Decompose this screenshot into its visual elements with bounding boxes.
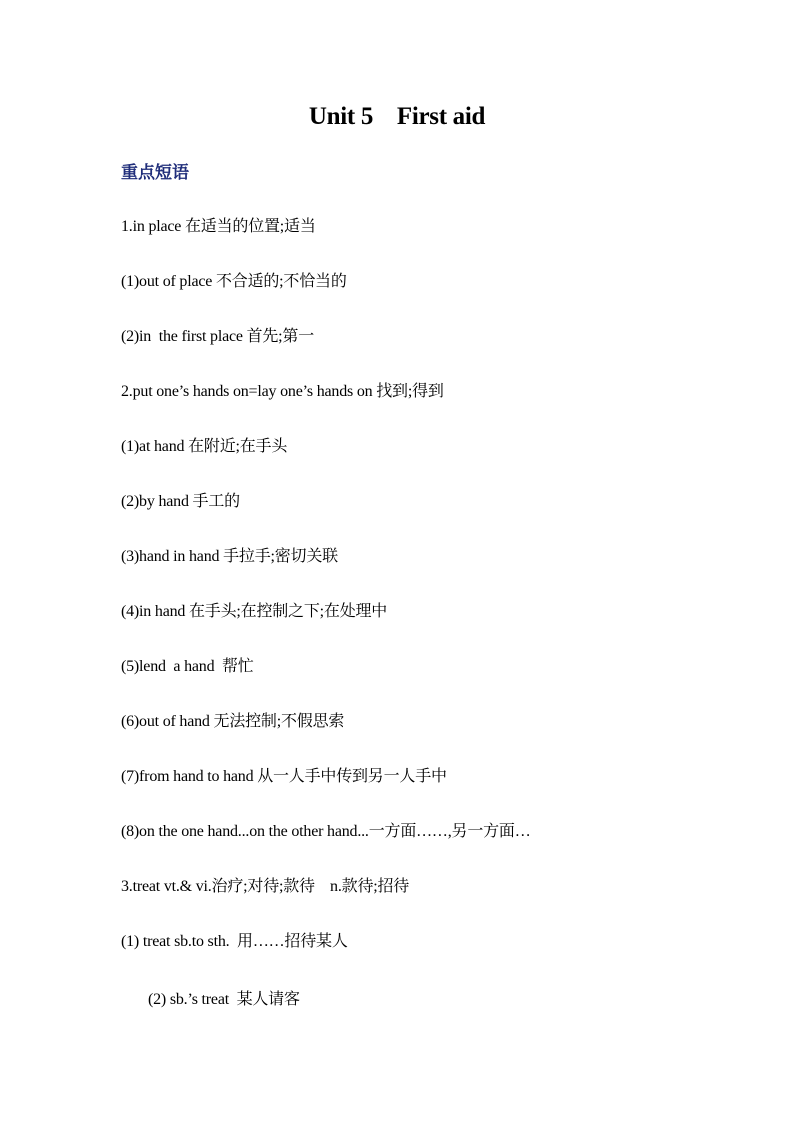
phrase-line: (2)by hand 手工的 <box>121 493 240 510</box>
phrase-line: (2) sb.’s treat 某人请客 <box>148 991 300 1008</box>
phrase-line: 2.put one’s hands on=lay one’s hands on 找到;得到 <box>121 383 444 400</box>
document-title: Unit 5 First aid <box>308 103 486 130</box>
phrase-line: (8)on the one hand...on the other hand...一方面……,另一方面… <box>121 823 531 840</box>
phrase-line: (3)hand in hand 手拉手;密切关联 <box>121 548 338 565</box>
phrase-line: (7)from hand to hand 从一人手中传到另一人手中 <box>121 768 447 785</box>
phrase-line: (6)out of hand 无法控制;不假思索 <box>121 713 345 730</box>
section-heading-key-phrases: 重点短语 <box>121 163 189 183</box>
phrase-line: (1)out of place 不合适的;不恰当的 <box>121 273 347 290</box>
phrase-line: 1.in place 在适当的位置;适当 <box>121 218 316 235</box>
phrase-line: 3.treat vt.& vi.治疗;对待;款待 n.款待;招待 <box>121 878 410 895</box>
phrase-line: (2)in the first place 首先;第一 <box>121 328 315 345</box>
phrase-line: (4)in hand 在手头;在控制之下;在处理中 <box>121 603 388 620</box>
phrase-line: (1)at hand 在附近;在手头 <box>121 438 288 455</box>
phrase-line: (1) treat sb.to sth. 用……招待某人 <box>121 933 348 950</box>
phrase-line: (5)lend a hand 帮忙 <box>121 658 254 675</box>
